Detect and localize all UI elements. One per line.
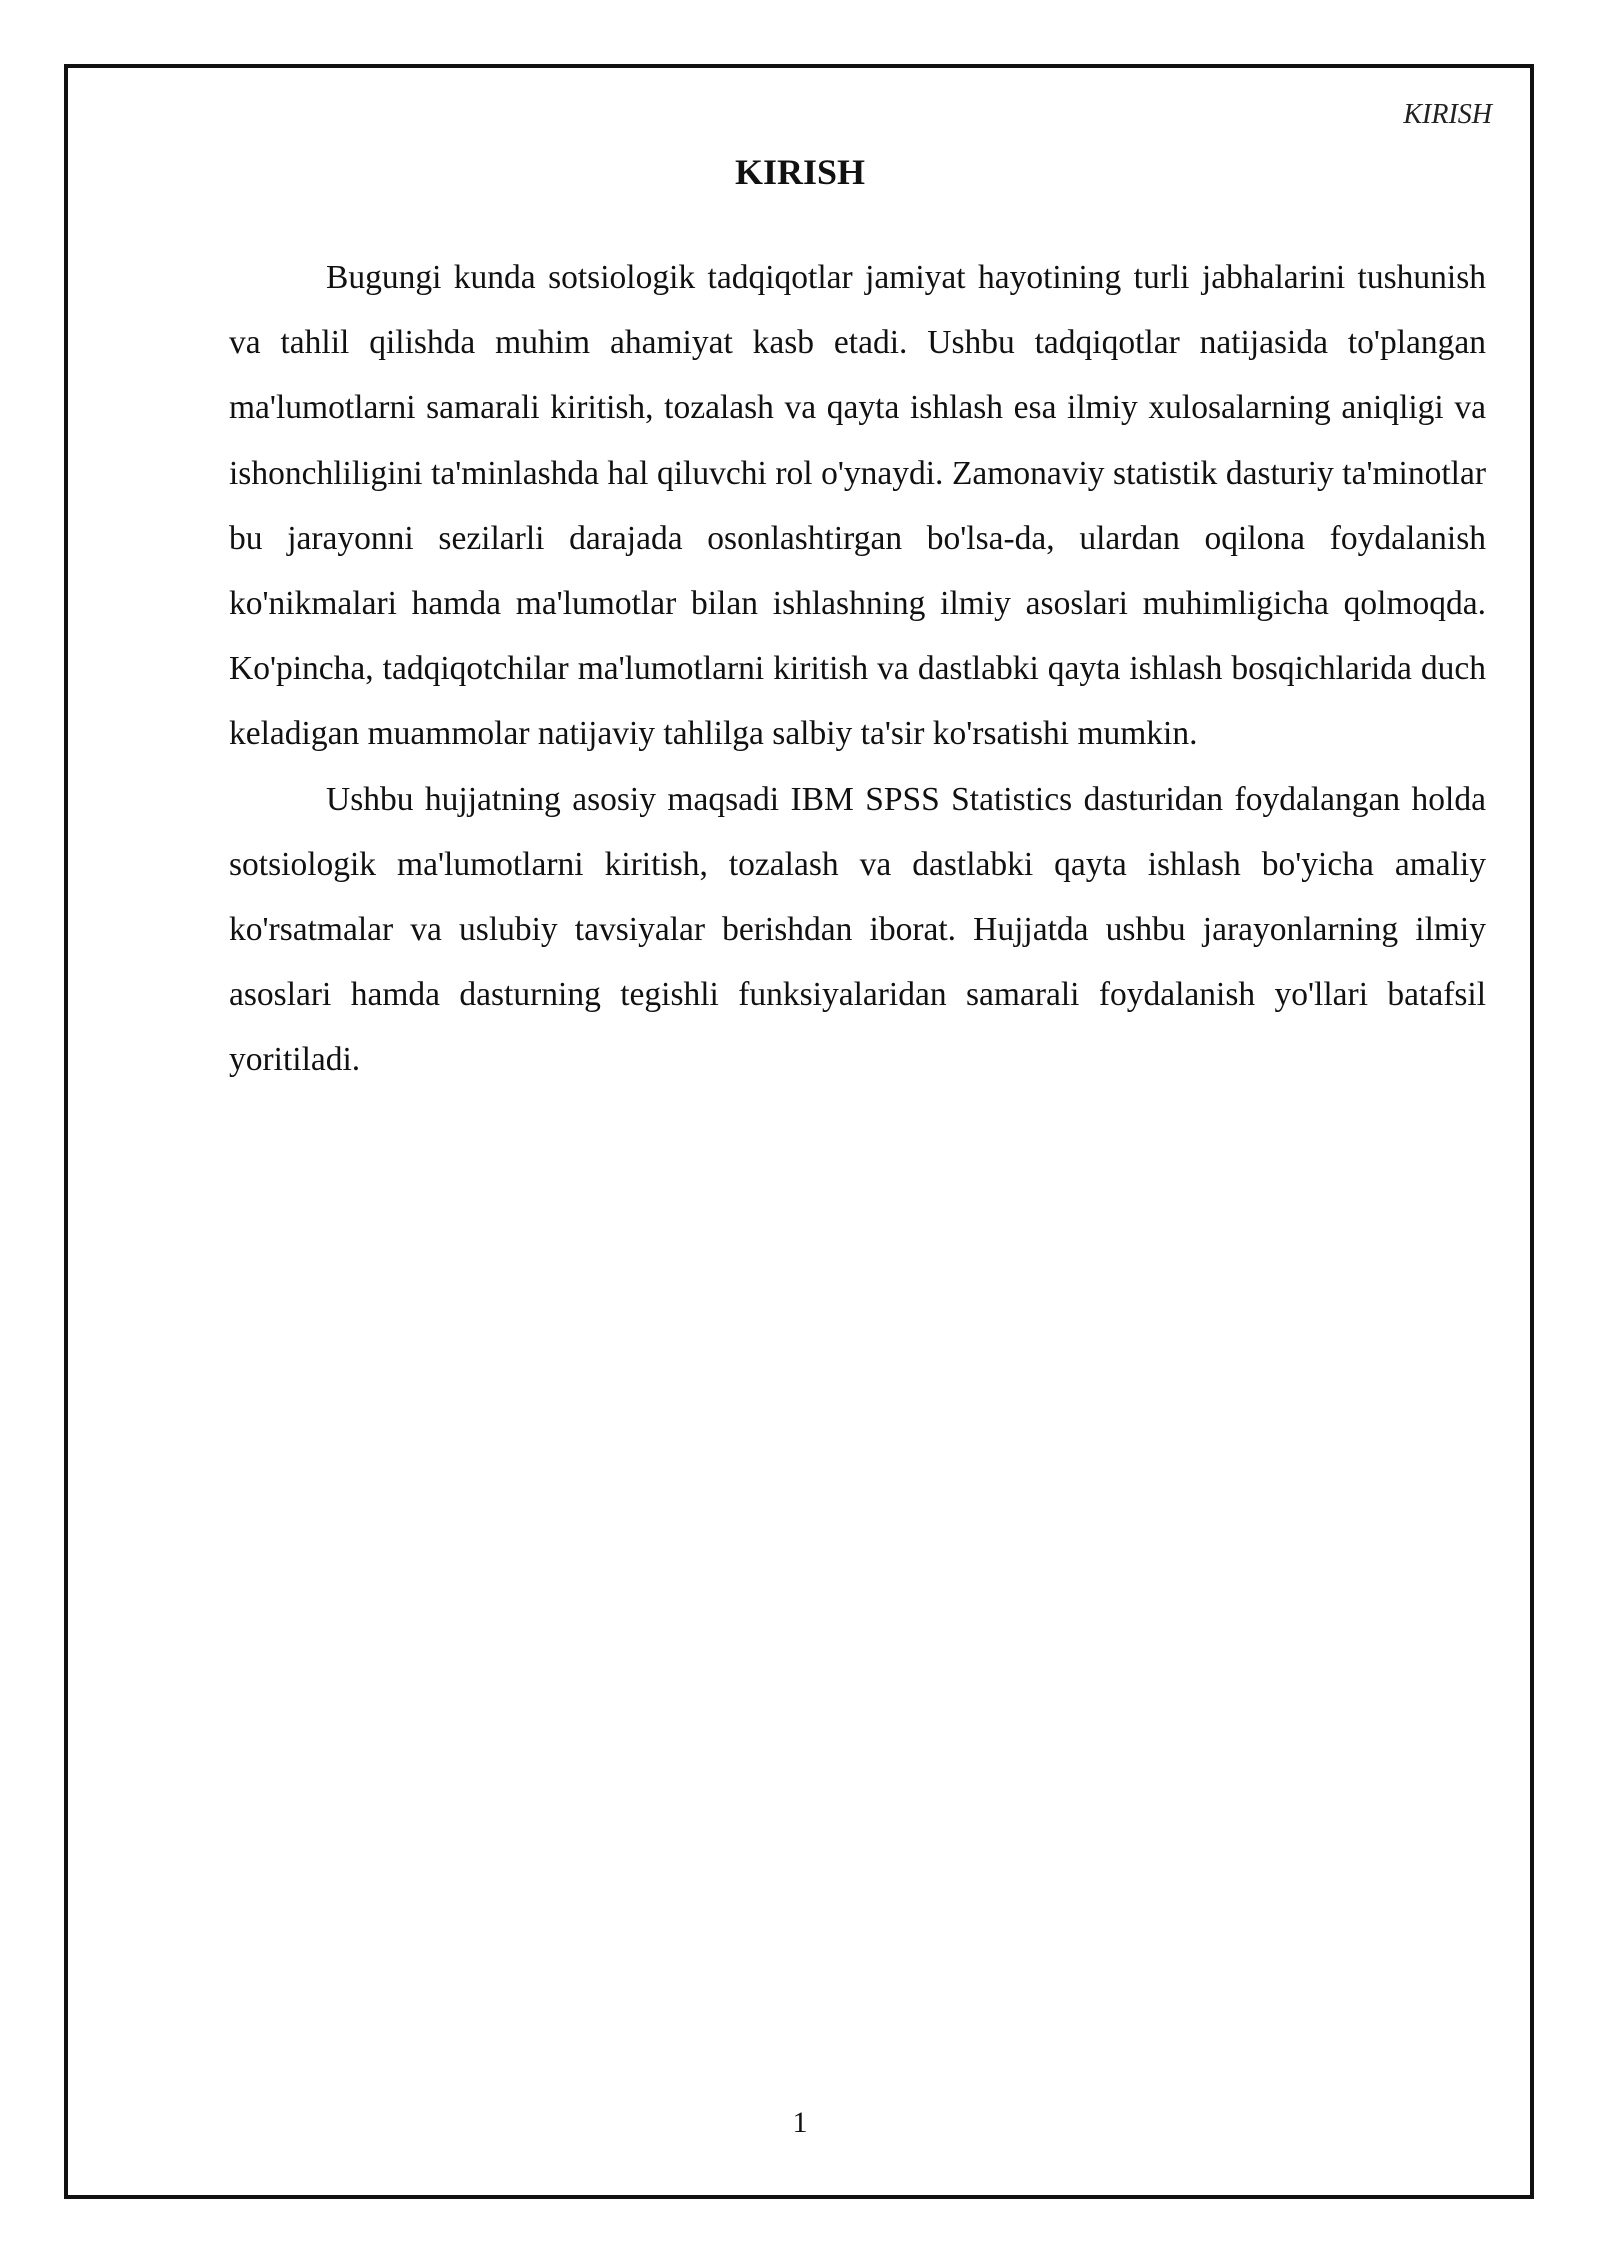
paragraph-1: Bugungi kunda sotsiologik tadqiqotlar jamiyat hayotining turli jabhalarini tushunish va tahlil qilishda muhim ahamiyat kasb etadi. Ushbu tadqiqotlar natijasida to'plangan ma'lumotlarni samarali kiritish, tozalash va qayta ishlash esa ilmiy xulosalarning aniqligi va ishonchliligini ta'minlashda hal qiluvchi rol o'ynaydi. Zamonaviy statistik dasturiy ta'minotlar bu jarayonni sezilarli darajada osonlashtirgan bo'lsa-da, ulardan oqilona foydalanish ko'nikmalari hamda ma'lumotlar bilan ishlashning ilmiy asoslari muhimligicha qolmoqda. Ko'pincha, tadqiqotchilar ma'lumotlarni kiritish va dastlabki qayta ishlash bosqichlarida duch keladigan muammolar natijaviy tahlilga salbiy ta'sir ko'rsatishi mumkin. <box>229 259 1486 753</box>
page-number: 1 <box>792 2106 808 2139</box>
page-title: KIRISH <box>734 152 866 192</box>
running-header: KIRISH <box>1403 99 1492 130</box>
document-body <box>229 245 1486 1093</box>
paragraph-2: Ushbu hujjatning asosiy maqsadi IBM SPSS Statistics dasturidan foydalangan holda sotsiologik ma'lumotlarni kiritish, tozalash va dastlabki qayta ishlash bo'yicha amaliy ko'rsatmalar va uslubiy tavsiyalar berishdan iborat. Hujjatda ushbu jarayonlarning ilmiy asoslari hamda dasturning tegishli funksiyalaridan samarali foydalanish yo'llari batafsil yoritiladi. <box>229 780 1486 1079</box>
